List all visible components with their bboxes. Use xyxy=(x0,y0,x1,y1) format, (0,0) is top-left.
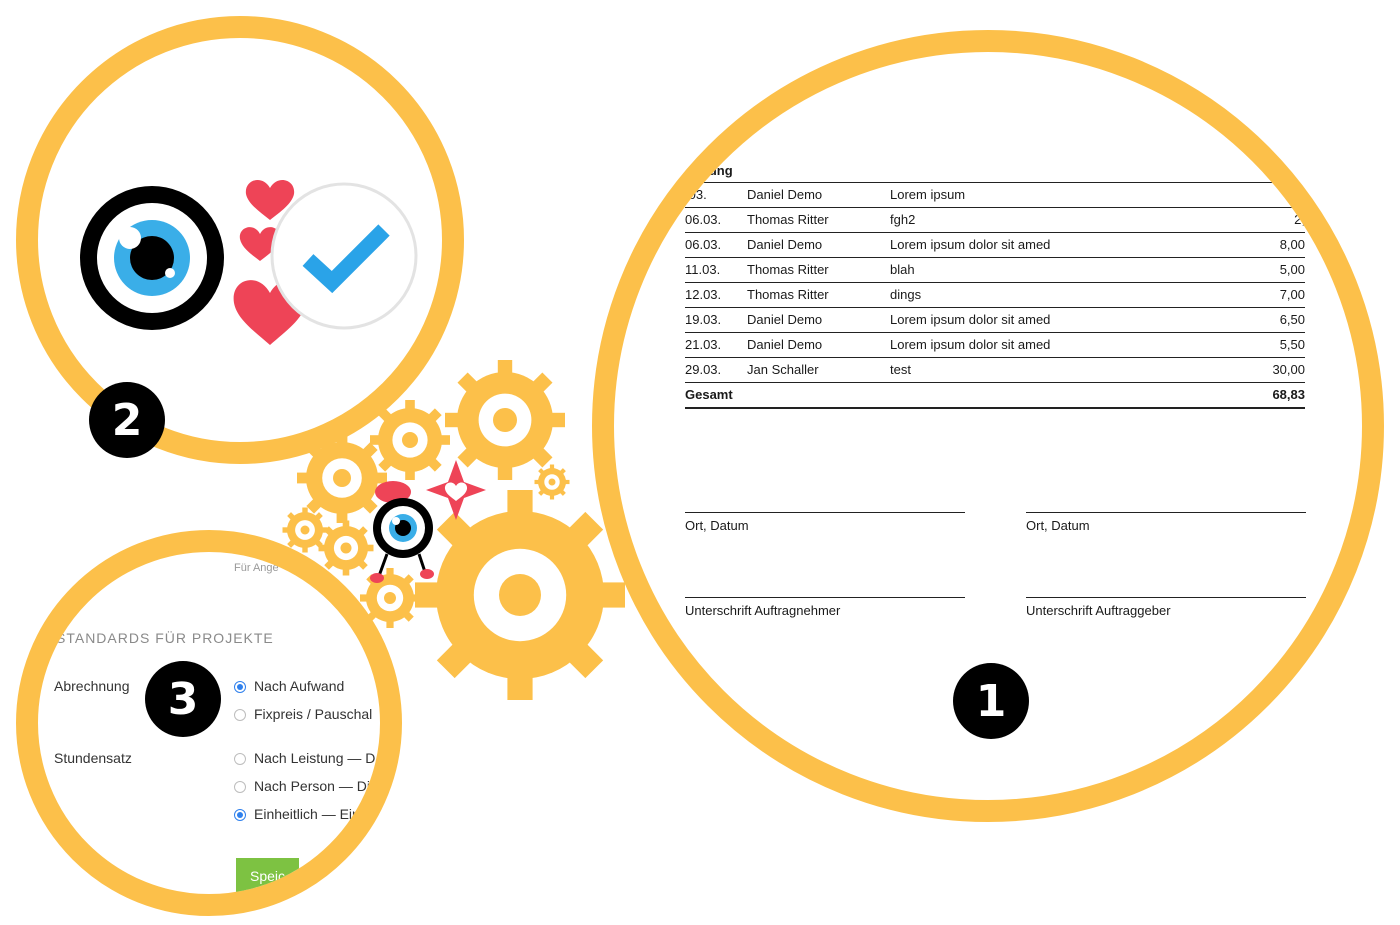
place-date-label: Ort, Datum xyxy=(685,512,965,533)
table-row xyxy=(685,208,1305,233)
gear-icon xyxy=(415,490,625,700)
rate-option-person[interactable] xyxy=(234,778,370,794)
table-row xyxy=(685,258,1305,283)
row-person: Daniel Demo xyxy=(747,187,823,202)
row-person: Daniel Demo xyxy=(747,337,823,352)
row-date: 12.03. xyxy=(685,287,722,302)
gear-icon xyxy=(535,465,570,500)
row-date: 29.03. xyxy=(685,362,722,377)
gear-icon xyxy=(297,433,387,523)
row-hours: 5,00 xyxy=(1279,262,1305,277)
hint-text: Für Ange xyxy=(234,562,279,574)
row-hours: 7,00 xyxy=(1279,287,1305,302)
row-text: dings xyxy=(890,287,922,302)
gears-illustration xyxy=(280,360,630,710)
option-label: Nach Leistung — D xyxy=(254,750,376,766)
row-text: test xyxy=(890,362,911,377)
row-text: Lorem ipsum dolor sit amed xyxy=(890,237,1051,252)
save-button[interactable]: Speic xyxy=(236,858,299,894)
row-person: Daniel Demo xyxy=(747,312,823,327)
rate-option-uniform[interactable] xyxy=(234,806,360,822)
row-hours: 6,50 xyxy=(1279,312,1305,327)
total-value: 68,83 xyxy=(1272,387,1305,402)
row-person: Thomas Ritter xyxy=(747,287,829,302)
row-date: .03. xyxy=(685,187,707,202)
gear-icon xyxy=(370,400,450,480)
row-date: 19.03. xyxy=(685,312,722,327)
row-date: 06.03. xyxy=(685,212,722,227)
table-row xyxy=(685,308,1305,333)
row-date: 21.03. xyxy=(685,337,722,352)
client-signature-label: Unterschrift Auftraggeber xyxy=(1026,597,1306,618)
gear-icon xyxy=(445,360,565,480)
signature-contractor xyxy=(685,597,965,618)
step-badge-3: 3 xyxy=(145,661,221,737)
option-label: Nach Aufwand xyxy=(254,678,345,694)
row-text: Lorem ipsum dolor sit amed xyxy=(890,337,1051,352)
gear-icon xyxy=(319,521,374,576)
rate-option-service[interactable] xyxy=(234,750,375,766)
row-hours: 30,00 xyxy=(1272,362,1305,377)
row-person: Thomas Ritter xyxy=(747,262,829,277)
table-row xyxy=(685,183,1305,208)
radio-selected[interactable] xyxy=(234,681,246,693)
eye-mascot-icon xyxy=(370,481,434,583)
row-date: 11.03. xyxy=(685,262,721,277)
row-hours: 5,50 xyxy=(1279,337,1305,352)
contractor-signature-label: Unterschrift Auftragnehmer xyxy=(685,597,965,618)
row-text: fgh2 xyxy=(890,212,916,227)
table-row xyxy=(685,283,1305,308)
invoice-section-label: eratung xyxy=(685,160,1305,183)
step-badge-2: 2 xyxy=(89,382,165,458)
option-label: Nach Person — Di xyxy=(254,778,370,794)
table-row xyxy=(685,358,1305,383)
total-label: Gesamt xyxy=(685,387,733,402)
row-hours: 8,00 xyxy=(1279,237,1305,252)
row-text: Lorem ipsum xyxy=(890,187,966,202)
row-hours xyxy=(1245,183,1305,207)
invoice-table xyxy=(685,160,1305,409)
signature-client xyxy=(1026,597,1306,618)
radio-unselected[interactable] xyxy=(234,709,246,721)
row-text: Lorem ipsum dolor sit amed xyxy=(890,312,1051,327)
row-hours: 2, xyxy=(1294,212,1305,227)
radio-unselected[interactable] xyxy=(234,781,246,793)
signature-place-date-right xyxy=(1026,512,1306,533)
total-row xyxy=(685,383,1305,409)
radio-selected[interactable] xyxy=(234,809,246,821)
rate-label: Stundensatz xyxy=(54,750,132,766)
row-person: Jan Schaller xyxy=(747,362,819,377)
row-person: Daniel Demo xyxy=(747,237,823,252)
row-date: 06.03. xyxy=(685,237,722,252)
row-text: blah xyxy=(890,262,915,277)
signature-place-date-left xyxy=(685,512,965,533)
step-badge-1: 1 xyxy=(953,663,1029,739)
section-title: STANDARDS FÜR PROJEKTE xyxy=(56,630,274,646)
radio-unselected[interactable] xyxy=(234,753,246,765)
option-label: Fixpreis / Pauschal xyxy=(254,706,373,722)
place-date-label: Ort, Datum xyxy=(1026,512,1306,533)
billing-label: Abrechnung xyxy=(54,678,130,694)
eye-mascot-icon xyxy=(80,186,224,330)
checkmark-icon xyxy=(272,184,416,328)
option-label: Einheitlich — Ein xyxy=(254,806,360,822)
table-row xyxy=(685,333,1305,358)
table-row xyxy=(685,233,1305,258)
row-person: Thomas Ritter xyxy=(747,212,829,227)
gear-icon xyxy=(360,568,420,628)
